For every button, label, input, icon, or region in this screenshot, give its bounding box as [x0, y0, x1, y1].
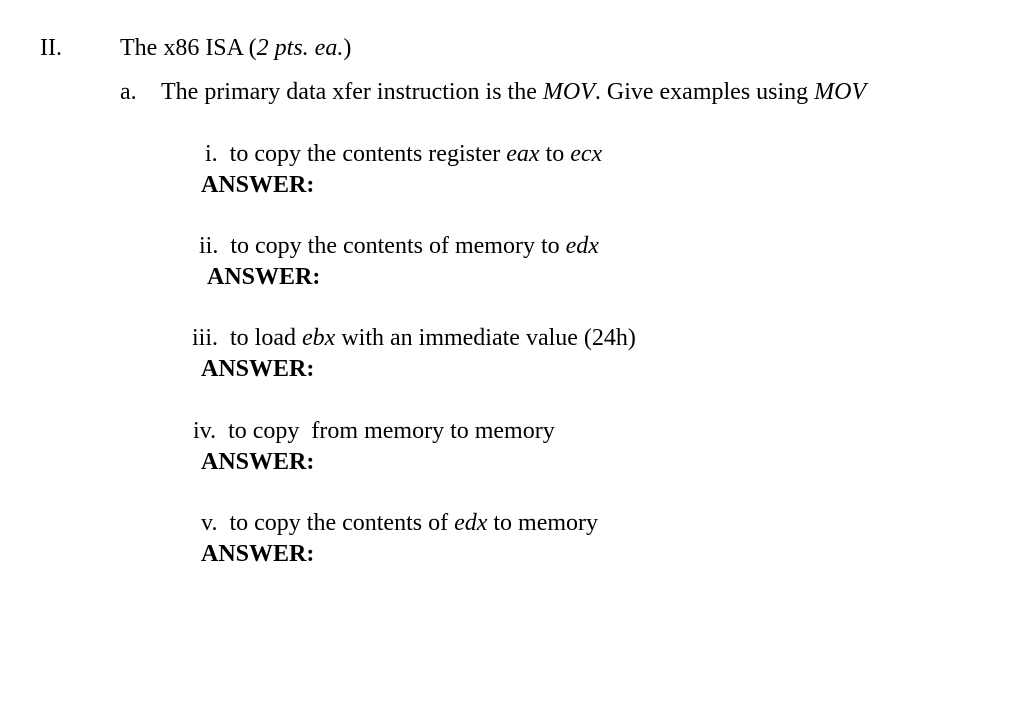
- item-text-em1: edx: [565, 233, 599, 259]
- part-a-mov1: MOV: [542, 79, 595, 105]
- item-number: i.: [205, 141, 218, 167]
- section-title-line: [120, 34, 351, 62]
- item-text-em1: edx: [454, 510, 488, 536]
- item-number: iv.: [193, 418, 217, 444]
- item-text-mid: with an immediate value (24h): [335, 325, 636, 351]
- item-text-mid: to: [539, 141, 571, 167]
- item-text-mid: to memory: [487, 510, 599, 536]
- item-v: [201, 509, 598, 537]
- section-number: II.: [40, 35, 62, 61]
- item-text-pre: to copy the contents of: [229, 510, 455, 536]
- section-title: The x86 ISA: [120, 35, 243, 61]
- points-open: (: [248, 35, 257, 61]
- points-note: 2 pts. ea.: [256, 35, 344, 61]
- item-number: ii.: [199, 233, 219, 259]
- part-a-text2: . Give examples using: [594, 79, 809, 105]
- part-a-prompt: [161, 78, 866, 106]
- part-a-text1: The primary data xfer instruction is the: [161, 79, 537, 105]
- answer-label-v: ANSWER:: [201, 541, 315, 567]
- answer-label-iv: ANSWER:: [201, 449, 315, 475]
- item-text-pre: to load: [230, 325, 303, 351]
- part-a-mov2: MOV: [814, 79, 867, 105]
- item-iv: [193, 417, 555, 445]
- item-number: iii.: [192, 325, 219, 351]
- part-a-label: a.: [120, 79, 137, 105]
- points-close: ): [343, 35, 352, 61]
- answer-label-i: ANSWER:: [201, 172, 315, 198]
- item-text-em1: ebx: [302, 325, 336, 351]
- item-iii: [192, 324, 636, 352]
- item-number: v.: [201, 510, 218, 536]
- item-text-pre: to copy the contents register: [229, 141, 507, 167]
- item-text-em2: ecx: [570, 141, 603, 167]
- item-text-em1: eax: [506, 141, 540, 167]
- item-i: [205, 140, 602, 168]
- item-text-pre: to copy from memory to memory: [228, 418, 555, 444]
- item-text-pre: to copy the contents of memory to: [230, 233, 566, 259]
- item-ii: [199, 232, 599, 260]
- answer-label-ii: ANSWER:: [207, 264, 321, 290]
- answer-label-iii: ANSWER:: [201, 356, 315, 382]
